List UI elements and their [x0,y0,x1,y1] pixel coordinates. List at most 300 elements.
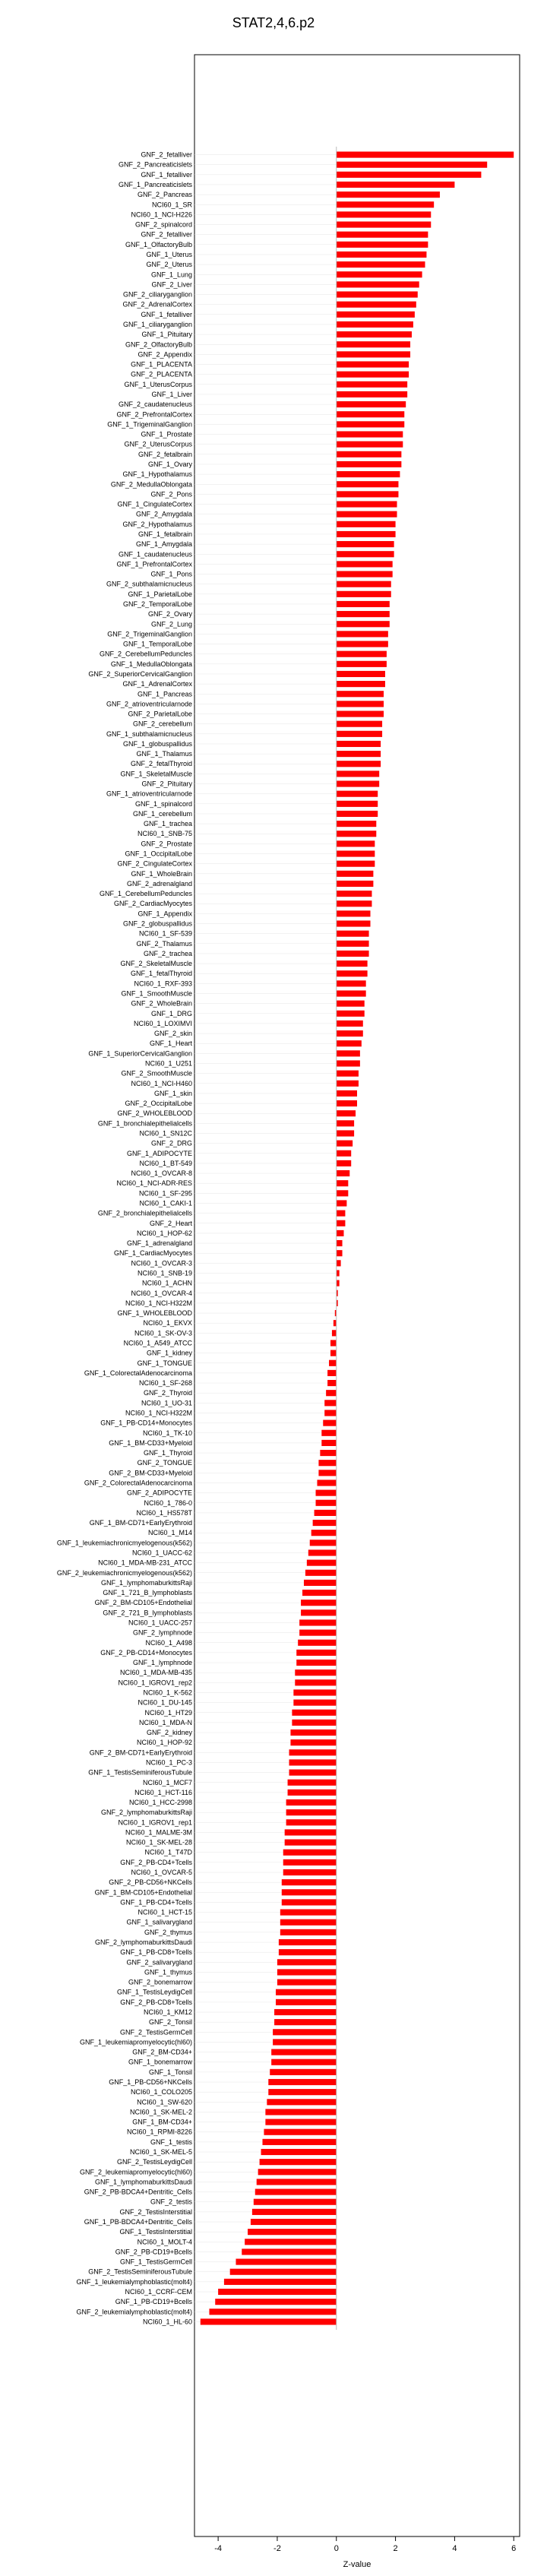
bar [276,1989,337,1995]
bar [337,201,434,207]
bar [289,1749,337,1755]
category-label: GNF_1_trachea [143,820,192,828]
bar [286,1819,337,1825]
category-label: NCI60_1_MOLT-4 [137,2238,192,2246]
category-label: GNF_1_fetalliver [141,310,192,318]
category-label: NCI60_1_OVCAR-4 [131,1289,192,1297]
x-axis-title: Z-value [343,2560,372,2569]
category-label: GNF_2_Uterus [146,261,192,269]
bar [315,1510,337,1516]
category-label: NCI60_1_SK-MEL-5 [129,2148,192,2157]
bar [337,211,432,217]
bar [337,721,382,727]
bar [268,2079,336,2085]
bar [337,321,413,328]
bar [271,2049,337,2055]
bars-layer [194,151,514,2324]
category-label: GNF_1_caudatenucleus [118,550,192,559]
category-label: GNF_1_lymphomaburkittsDaudi [94,2178,192,2186]
category-label: NCI60_1_TK-10 [142,1429,192,1437]
category-label: GNF_2_leukemiachronicmyelogenous(k562) [56,1568,192,1577]
bar [215,2299,337,2305]
bar [276,1999,337,2005]
bar [337,1050,360,1056]
category-label: NCI60_1_PC-3 [145,1758,192,1767]
bar [268,2089,336,2095]
bar [286,1799,337,1805]
category-label: GNF_2_Thyroid [143,1389,192,1397]
category-label: NCI60_1_NCI-H322M [125,1299,192,1307]
category-label: GNF_1_Uterus [146,250,192,258]
category-label: GNF_2_fetalThyroid [130,760,192,768]
category-label: GNF_2_leukemiapromyelocytic(hl60) [79,2168,192,2176]
category-label: GNF_2_WholeBrain [131,999,192,1008]
bar [337,561,393,567]
category-label: GNF_1_leukemiachronicmyelogenous(k562) [56,1539,192,1547]
category-label: NCI60_1_K-562 [143,1688,192,1697]
category-label: NCI60_1_SR [151,201,192,209]
category-label: GNF_1_bonemarrow [128,2058,192,2066]
category-label: GNF_1_lymphnode [132,1659,192,1667]
bar [330,1350,337,1356]
category-label: GNF_2_TestisInterstitial [119,2207,192,2216]
category-label: GNF_2_TONGUE [137,1459,192,1467]
bar [337,571,393,577]
category-label: NCI60_1_SK-MEL-28 [125,1838,192,1847]
bar [230,2269,337,2275]
category-label: NCI60_1_NCI-H460 [131,1079,192,1087]
bar [337,1090,357,1097]
bar [274,2009,337,2015]
category-label: GNF_1_leukemialymphoblastic(molt4) [76,2277,192,2286]
category-label: GNF_2_MedullaOblongata [110,480,192,489]
bar [337,591,391,597]
bar [317,1479,336,1486]
category-label: GNF_2_AdrenalCortex [122,300,192,309]
category-label: GNF_1_Tonsil [148,2068,192,2076]
category-label: NCI60_1_NCI-H322M [125,1409,192,1417]
category-label: GNF_2_leukemialymphoblastic(molt4) [76,2308,192,2316]
category-label: GNF_1_adrenalgland [126,1239,192,1248]
bar [245,2239,337,2245]
bar [280,1919,337,1926]
category-label: GNF_1_AdrenalCortex [122,680,192,688]
category-label: GNF_1_atrioventricularnode [106,790,192,798]
bar [332,1330,337,1336]
bar [316,1500,337,1506]
category-label: GNF_2_fetalliver [141,230,192,239]
bar [290,1739,336,1745]
category-label: GNF_2_TestisLeydigCell [116,2158,192,2166]
category-label: NCI60_1_LOXIMVI [133,1019,192,1027]
bar [288,1780,337,1786]
bar [295,1679,336,1685]
bar [337,710,384,717]
category-label: GNF_2_fetalbrain [138,450,192,458]
category-label: NCI60_1_A498 [145,1638,192,1647]
bar [337,1081,359,1087]
bar [337,501,397,507]
bar [337,1260,341,1266]
category-labels [57,151,193,2326]
x-tick-label: 2 [393,2544,398,2553]
x-tick-label: 0 [334,2544,339,2553]
category-label: GNF_2_CingulateCortex [117,859,192,868]
category-label: GNF_2_Heart [149,1219,192,1227]
x-tick-label: 6 [511,2544,517,2553]
category-label: GNF_1_skin [153,1089,192,1097]
category-label: GNF_2_fetalliver [141,150,192,159]
category-label: GNF_1_WHOLEBLOOD [117,1309,192,1318]
category-label: GNF_1_Pancreas [137,690,192,698]
bar [337,801,378,807]
category-label: NCI60_1_SF-539 [138,929,192,938]
category-label: NCI60_1_EKVX [143,1319,192,1328]
category-label: NCI60_1_HCC-2998 [128,1799,192,1807]
category-label: NCI60_1_NCI-H226 [131,210,192,219]
category-label: NCI60_1_M14 [147,1529,192,1537]
bar [285,1840,337,1846]
bar [302,1590,337,1596]
bar [337,1130,354,1136]
category-label: GNF_1_cerebellum [132,809,192,818]
category-label: GNF_1_thymus [144,1968,192,1976]
bar [337,1160,351,1166]
bar [337,741,381,747]
category-label: GNF_2_Lung [150,620,192,628]
category-label: GNF_2_bronchialepithelialcells [97,1209,192,1217]
bar [337,811,378,817]
bar [267,2099,336,2105]
category-label: GNF_2_thymus [144,1928,192,1936]
bar [316,1490,337,1496]
bar [282,1899,337,1905]
bar [337,771,379,777]
category-label: NCI60_1_COLO205 [130,2088,192,2097]
category-label: GNF_1_TestisGermCell [119,2258,192,2266]
category-label: GNF_1_TemporalLobe [122,640,192,648]
bar [337,1270,340,1276]
bar [337,372,409,378]
category-label: GNF_2_caudatenucleus [118,400,192,409]
bar [337,182,455,188]
category-label: NCI60_1_OVCAR-5 [131,1869,192,1877]
bar [282,1879,337,1885]
bar [337,1150,351,1157]
category-label: GNF_1_WholeBrain [131,869,192,878]
category-label: NCI60_1_MDA-MB-435 [119,1669,192,1677]
bar [337,1071,359,1077]
bar [337,242,428,248]
category-label: GNF_1_MedullaOblongata [110,660,192,668]
bar [273,2029,337,2035]
bar [337,641,388,647]
bar [248,2229,337,2235]
category-label: GNF_1_spinalcord [134,799,192,808]
category-label: GNF_2_skin [153,1030,192,1038]
category-label: GNF_1_Thalamus [136,750,192,758]
bar [337,1030,363,1036]
category-label: GNF_1_kidney [146,1349,192,1357]
category-label: GNF_2_WHOLEBLOOD [117,1109,192,1118]
bar [337,1011,365,1017]
bar [254,2199,337,2205]
bar [320,1450,336,1456]
bar [337,631,388,637]
bar [337,172,482,178]
category-label: GNF_1_lymphomaburkittsRaji [100,1578,192,1587]
category-label: GNF_2_Hypothalamus [122,520,192,528]
bar [261,2149,337,2155]
category-label: GNF_2_ParietalLobe [128,710,192,718]
bar [279,1939,337,1945]
category-label: NCI60_1_SNB-19 [137,1269,192,1277]
category-label: NCI60_1_UACC-62 [131,1549,192,1557]
category-label: GNF_2_Pituitary [141,780,192,788]
bar [337,691,384,697]
bar [337,151,514,157]
category-label: NCI60_1_UACC-257 [128,1619,192,1627]
category-label: GNF_2_BM-CD105+Endothelial [94,1599,192,1607]
category-label: GNF_1_testis [150,2138,192,2146]
chart-title: STAT2,4,6.p2 [232,15,315,30]
category-label: GNF_2_TemporalLobe [122,600,192,608]
category-label: GNF_1_DRG [150,1009,192,1017]
category-label: GNF_1_SkeletalMuscle [120,770,192,778]
bar [292,1720,336,1726]
category-label: GNF_1_BM-CD71+EarlyErythroid [89,1519,192,1527]
category-label: GNF_2_ADIPOCYTE [126,1489,192,1497]
category-label: GNF_1_Heart [149,1040,192,1048]
category-label: GNF_1_fetalThyroid [130,970,192,978]
category-label: NCI60_1_HCT-116 [134,1788,192,1796]
bar [337,651,387,657]
bar [283,1859,337,1866]
bar [290,1729,336,1736]
category-label: GNF_2_lymphomaburkittsRaji [100,1809,192,1817]
bar [296,1650,337,1656]
category-label: GNF_2_lymphomaburkittsDaudi [94,1938,192,1947]
category-label: GNF_2_salivarygland [126,1958,192,1967]
bar [282,1889,337,1895]
bar [337,521,396,527]
bar [337,1110,356,1116]
bar [337,731,382,737]
category-label: GNF_2_trachea [143,949,192,957]
bar [307,1560,337,1566]
bar [260,2159,337,2165]
category-label: GNF_1_Pons [150,570,192,578]
bar [224,2279,337,2285]
bar [337,281,419,287]
bar [292,1710,336,1716]
category-label: GNF_1_PB-BDCA4+Dentritic_Cells [84,2218,192,2226]
category-label: GNF_1_TestisInterstitial [119,2228,192,2236]
bar [337,980,366,986]
category-label: NCI60_1_CAKI-1 [139,1199,192,1207]
category-label: GNF_1_fetalbrain [138,530,192,538]
category-label: NCI60_1_MDA-MB-231_ATCC [98,1559,192,1567]
bar [337,1250,343,1256]
bar [279,1949,337,1955]
category-label: GNF_2_spinalcord [134,220,192,229]
bar [337,1060,360,1066]
category-label: GNF_2_Prostate [141,840,192,848]
bar [277,1969,337,1975]
bar [270,2069,337,2075]
category-label: GNF_1_BM-CD105+Endothelial [94,1888,192,1897]
category-label: GNF_2_ciliaryganglion [122,290,192,299]
category-label: GNF_1_OccipitalLobe [125,850,192,858]
bar [277,1979,337,1986]
category-label: GNF_2_721_B_lymphoblasts [103,1609,192,1617]
category-label: GNF_2_lymphnode [132,1628,192,1637]
category-label: GNF_1_TONGUE [137,1359,192,1367]
category-label: GNF_1_Ovary [147,460,192,468]
bar [293,1700,336,1706]
category-label: GNF_2_PB-BDCA4+Dentritic_Cells [84,2188,192,2196]
bar [337,611,390,617]
bar [321,1430,336,1436]
category-label: GNF_2_kidney [146,1729,192,1737]
bar [299,1619,337,1625]
category-label: NCI60_1_HL-60 [142,2318,192,2326]
bar [337,840,375,847]
bar [337,511,397,517]
category-label: GNF_1_ADIPOCYTE [126,1149,192,1157]
category-label: GNF_2_testis [150,2198,192,2206]
bar [310,1540,337,1546]
category-label: GNF_2_Tonsil [148,2018,192,2027]
category-label: GNF_2_OlfactoryBulb [125,340,192,349]
bar [337,341,410,347]
bar [337,701,384,707]
category-label: NCI60_1_RPMI-8226 [126,2128,192,2136]
bar [289,1770,337,1776]
bar [337,331,412,337]
bar [337,252,427,258]
bar [337,601,390,607]
bar [337,761,381,767]
category-label: GNF_2_SmoothMuscle [121,1069,192,1078]
category-label: GNF_1_Amygdala [135,540,192,549]
category-label: GNF_2_Pancreaticislets [118,160,192,169]
bar [337,671,385,677]
category-label: GNF_2_Pancreas [137,191,192,199]
bar [337,1170,350,1176]
category-label: GNF_1_fetalliver [141,170,192,179]
category-label: GNF_2_globuspallidus [122,919,192,928]
bar [337,431,403,437]
category-label: GNF_2_CerebellumPeduncles [99,650,192,658]
category-label: NCI60_1_SF-295 [138,1189,192,1198]
category-label: NCI60_1_786-0 [144,1498,192,1507]
category-label: NCI60_1_KM12 [143,2008,192,2017]
bar [337,421,404,427]
category-label: GNF_2_PB-CD19+Bcells [115,2248,192,2256]
category-label: GNF_2_UterusCorpus [124,440,192,448]
bar [337,861,375,867]
category-label: GNF_2_DRG [150,1139,192,1147]
bar [337,1240,343,1246]
category-label: GNF_2_Appendix [138,350,192,359]
category-label: GNF_2_BM-CD34+ [132,2048,192,2056]
category-label: GNF_1_Appendix [138,910,192,918]
bar [337,990,366,996]
bar [337,491,399,497]
bar [283,1869,337,1875]
bar [337,312,415,318]
category-label: NCI60_1_IGROV1_rep1 [118,1818,192,1827]
category-label: GNF_1_ParietalLobe [128,590,192,598]
category-label: NCI60_1_SW-620 [137,2098,192,2106]
bar [337,881,374,887]
category-label: GNF_2_PLACENTA [131,370,192,378]
bar [273,2039,337,2045]
bar [313,1520,337,1526]
bar [265,2119,336,2125]
bar [337,1040,362,1046]
bar [337,1021,363,1027]
bar [323,1420,337,1426]
bar [337,1220,346,1226]
bar [251,2219,337,2225]
category-label: NCI60_1_MCF7 [142,1778,192,1786]
bar [298,1640,337,1646]
category-label: GNF_2_subthalamicnucleus [106,580,192,588]
bar [337,411,404,417]
category-label: NCI60_1_CCRF-CEM [125,2288,192,2296]
bar [218,2289,337,2295]
bar [337,232,428,238]
bar [324,1400,337,1406]
category-label: GNF_1_OlfactoryBulb [125,240,192,248]
category-label: GNF_1_PB-CD56+NKCells [109,2078,192,2087]
category-label: GNF_1_globuspallidus [122,739,192,748]
category-label: GNF_1_PB-CD14+Monocytes [100,1419,192,1427]
bar [293,1689,336,1695]
bar [308,1549,337,1555]
bar [274,2019,337,2025]
bar [337,791,378,797]
bar [329,1360,337,1366]
category-label: GNF_1_Liver [151,390,192,398]
category-label: NCI60_1_SN12C [139,1129,192,1138]
category-label: GNF_2_atrioventricularnode [106,700,192,708]
category-label: GNF_1_TestisLeydigCell [116,1988,192,1996]
bar [337,831,377,837]
bar [337,481,399,487]
category-label: GNF_2_Liver [151,280,192,289]
category-label: NCI60_1_MDA-N [138,1718,192,1726]
bar [337,751,381,757]
category-label: NCI60_1_HCT-15 [138,1908,192,1916]
bar [286,1809,337,1815]
bar [252,2209,337,2215]
bar [337,931,369,937]
bar [327,1380,337,1386]
bar [258,2169,337,2175]
bar [337,461,402,467]
category-label: GNF_1_ciliaryganglion [122,320,192,328]
bar [337,1190,349,1196]
bar [337,261,425,267]
category-label: NCI60_1_SNB-75 [137,830,192,838]
category-label: NCI60_1_BT-549 [139,1159,192,1167]
bar [337,291,418,297]
bar [337,451,402,457]
bar [337,541,394,547]
